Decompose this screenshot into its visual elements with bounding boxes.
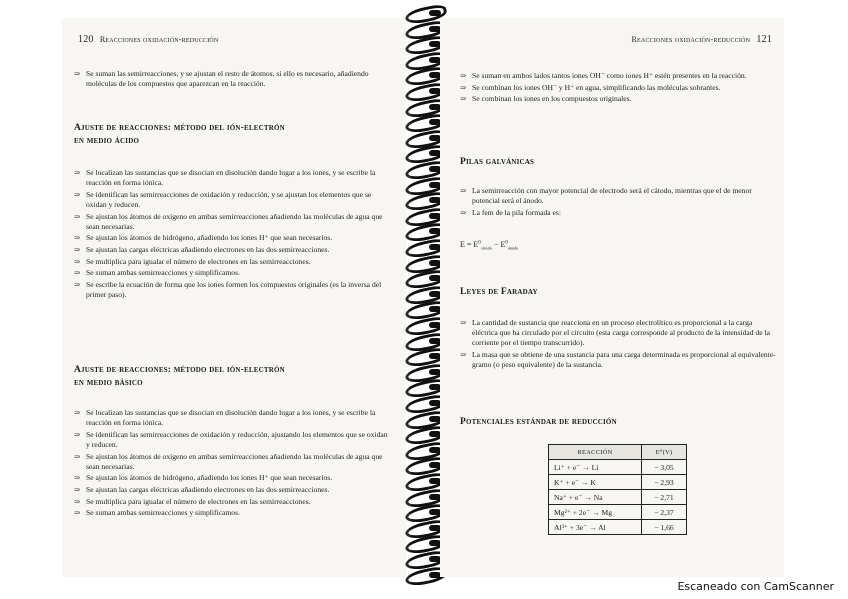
binding-ring bbox=[399, 363, 445, 380]
binding-ring bbox=[399, 254, 445, 271]
table-row bbox=[549, 475, 687, 490]
binding-ring bbox=[399, 82, 445, 99]
potential-cell: − 1,66 bbox=[642, 520, 687, 535]
binding-ring bbox=[399, 176, 445, 193]
table-row bbox=[549, 460, 687, 475]
faraday-list bbox=[460, 318, 776, 372]
list-item: ⇒ Se ajustan los átomos de hidrógeno, añadiendo los iones H⁺ que sean necesarios. bbox=[74, 473, 392, 483]
table-header-reaction: REACCIÓN bbox=[549, 445, 642, 460]
binding-ring bbox=[399, 129, 445, 146]
table-row bbox=[549, 490, 687, 505]
left-page bbox=[62, 18, 406, 577]
potential-cell: − 2,37 bbox=[642, 505, 687, 520]
list-item: ⇒ Se suman ambas semirreacciones y simplificamos. bbox=[74, 508, 392, 518]
binding-ring bbox=[399, 347, 445, 364]
left-page-number: 120 bbox=[78, 34, 94, 45]
list-item: ⇒ La masa que se obtiene de una sustancia para una carga determinada es proporcional al equivalente-gramo (o peso equivalente) de la sustancia. bbox=[460, 350, 776, 370]
fem-formula: $E = E^0_{cátodo} - E^0_{ánodo}$ bbox=[460, 240, 519, 251]
spiral-binding bbox=[399, 0, 445, 599]
binding-ring bbox=[399, 519, 445, 536]
binding-ring bbox=[399, 113, 445, 130]
list-item: ⇒ Se suman las semirreacciones, y se ajustan el resto de átomos, si ello es necesario, añadiendo moléculas de los compuestos que aparezcan en la reacción. bbox=[74, 69, 392, 89]
binding-ring bbox=[399, 144, 445, 161]
acid-steps-list bbox=[74, 168, 392, 302]
list-item: ⇒ Se identifican las semirreacciones de oxidación y reducción, y se ajustan los elementos que se oxidan y reducen. bbox=[74, 190, 392, 210]
potenciales-heading: Potenciales estándar de reducción bbox=[460, 417, 617, 427]
binding-ring bbox=[399, 222, 445, 239]
potential-cell: − 2,71 bbox=[642, 490, 687, 505]
left-intro-list bbox=[74, 69, 392, 91]
binding-ring bbox=[399, 441, 445, 458]
binding-ring bbox=[399, 425, 445, 442]
binding-ring bbox=[399, 456, 445, 473]
binding-ring bbox=[399, 160, 445, 177]
list-item: ⇒ Se ajustan los átomos de oxígeno en ambas semirreacciones añadiendo las moléculas de agua que sean necesarias. bbox=[74, 452, 392, 472]
list-item: ⇒ Se escribe la ecuación de forma que los iones formen los compuestos originales (es la inversa del primer paso). bbox=[74, 280, 392, 300]
table-header-potential: E⁰(V) bbox=[642, 445, 687, 460]
right-page bbox=[440, 18, 784, 577]
list-item: ⇒ La cantidad de sustancia que reacciona en un proceso electrolítico es proporcional a la carga eléctrica que ha circulado por el circuito (esta carga corresponde al producto de la intensidad de la corriente por el tiempo transcurrido). bbox=[460, 318, 776, 349]
table-row bbox=[549, 520, 687, 535]
binding-ring bbox=[399, 66, 445, 83]
binding-ring bbox=[399, 534, 445, 551]
binding-ring bbox=[399, 332, 445, 349]
binding-ring bbox=[399, 503, 445, 520]
binding-ring bbox=[399, 550, 445, 567]
binding-ring bbox=[399, 4, 445, 21]
list-item: ⇒ Se multiplica para igualar el número de electrones en las semirreacciones. bbox=[74, 257, 392, 267]
binding-ring bbox=[399, 394, 445, 411]
binding-ring bbox=[399, 269, 445, 286]
potential-cell: − 2,93 bbox=[642, 475, 687, 490]
list-item: ⇒ La fem de la pila formada es: bbox=[460, 208, 776, 218]
scanner-watermark: Escaneado con CamScanner bbox=[677, 580, 834, 593]
pilas-heading: Pilas galvánicas bbox=[460, 157, 535, 167]
list-item: ⇒ Se suman ambas semirreacciones y simplificamos. bbox=[74, 268, 392, 278]
right-running-title: Reacciones oxidación-reducción bbox=[631, 35, 751, 44]
reaction-cell: Al³⁺ + 3e⁻ → Al bbox=[549, 520, 642, 535]
list-item: ⇒ Se ajustan los átomos de hidrógeno, añadiendo los iones H⁺ que sean necesarios. bbox=[74, 233, 392, 243]
potential-cell: − 3,05 bbox=[642, 460, 687, 475]
list-item: ⇒ Se localizan las sustancias que se disocian en disolución dando lugar a los iones, y se escribe la reacción en forma iónica. bbox=[74, 168, 392, 188]
reaction-cell: Li⁺ + e⁻ → Li bbox=[549, 460, 642, 475]
list-item: ⇒ Se suman en ambos lados tantos iones OH⁻ como iones H⁺ estén presentes en la reacción. bbox=[460, 71, 776, 81]
binding-ring bbox=[399, 191, 445, 208]
list-item: ⇒ Se ajustan los átomos de oxígeno en ambas semirreacciones añadiendo las moléculas de agua que sean necesarias. bbox=[74, 212, 392, 232]
binding-ring bbox=[399, 300, 445, 317]
reduction-potentials-table bbox=[548, 444, 687, 535]
binding-ring bbox=[399, 238, 445, 255]
binding-ring bbox=[399, 410, 445, 427]
pilas-list bbox=[460, 186, 776, 219]
binding-ring bbox=[399, 51, 445, 68]
left-page-header bbox=[74, 34, 218, 45]
table-body bbox=[549, 460, 687, 535]
faraday-heading: Leyes de Faraday bbox=[460, 287, 538, 297]
basic-steps-list bbox=[74, 408, 392, 520]
binding-ring bbox=[399, 472, 445, 489]
list-item: ⇒ Se combinan los iones en los compuestos originales. bbox=[460, 94, 776, 104]
binding-ring bbox=[399, 20, 445, 37]
binding-ring bbox=[399, 316, 445, 333]
table-row bbox=[549, 505, 687, 520]
reaction-cell: Mg²⁺ + 2e⁻ → Mg bbox=[549, 505, 642, 520]
basic-section-heading: Ajuste de reacciones: método del ión-electrón en medio básico bbox=[74, 365, 285, 388]
binding-ring bbox=[399, 207, 445, 224]
binding-ring bbox=[399, 98, 445, 115]
list-item: ⇒ Se localizan las sustancias que se disocian en disolución dando lugar a los iones, y se escribe la reacción en forma iónica. bbox=[74, 408, 392, 428]
list-item: ⇒ La semirreacción con mayor potencial de electrodo será el cátodo, mientras que el de menor potencial será el ánodo. bbox=[460, 186, 776, 206]
right-page-header bbox=[632, 34, 776, 45]
binding-ring bbox=[399, 566, 445, 583]
binding-ring bbox=[399, 488, 445, 505]
list-item: ⇒ Se ajustan las cargas eléctricas añadiendo electrones en las dos semirreacciones. bbox=[74, 245, 392, 255]
reaction-cell: K⁺ + e⁻ → K bbox=[549, 475, 642, 490]
left-running-title: Reacciones oxidación-reducción bbox=[99, 35, 219, 44]
reaction-cell: Na⁺ + e⁻ → Na bbox=[549, 490, 642, 505]
binding-ring bbox=[399, 285, 445, 302]
list-item: ⇒ Se identifican las semirreacciones de oxidación y reducción, ajustando los elementos que se oxidan y reducen. bbox=[74, 430, 392, 450]
acid-section-heading: Ajuste de reacciones: método del ión-electrón en medio ácido bbox=[74, 123, 285, 146]
binding-ring bbox=[399, 378, 445, 395]
list-item: ⇒ Se multiplica para igualar el número de electrones en las semirreacciones. bbox=[74, 497, 392, 507]
right-page-number: 121 bbox=[756, 34, 772, 45]
list-item: ⇒ Se ajustan las cargas eléctricas añadiendo electrones en las dos semirreacciones. bbox=[74, 485, 392, 495]
list-item: ⇒ Se combinan los iones OH⁻ y H⁺ en agua, simplificando las moléculas sobrantes. bbox=[460, 83, 776, 93]
binding-ring bbox=[399, 35, 445, 52]
right-intro-list bbox=[460, 71, 776, 106]
